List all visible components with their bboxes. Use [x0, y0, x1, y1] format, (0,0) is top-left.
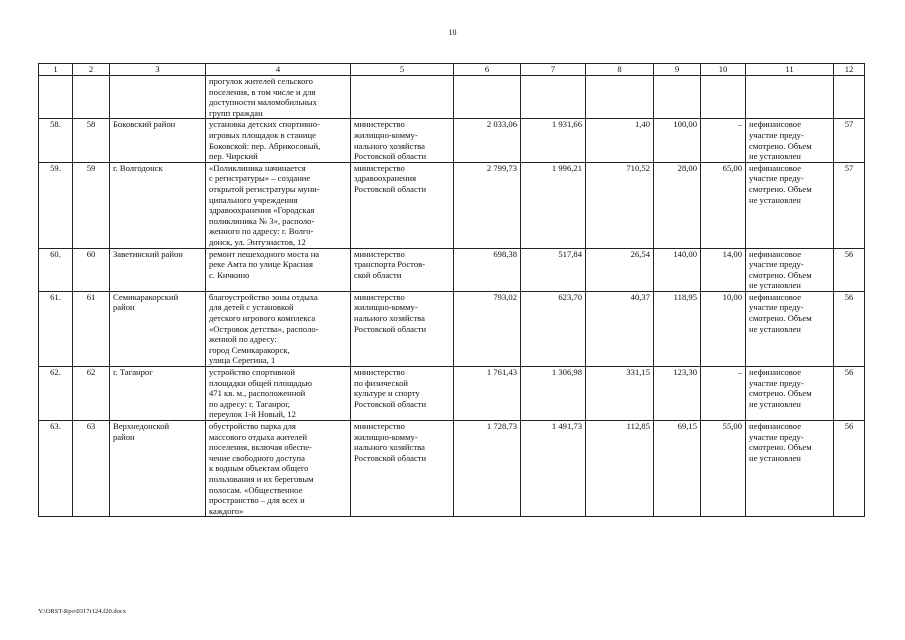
table-cell-c6 [454, 291, 521, 366]
cell-text: 57 [844, 162, 854, 173]
table-cell-c7 [521, 367, 586, 421]
cell-text: 60 [86, 248, 96, 259]
table-cell-c2 [73, 76, 110, 119]
cell-text: 2 033,06 [486, 119, 517, 130]
table-row [39, 76, 865, 119]
cell-text: 57 [844, 119, 854, 130]
table-cell-c10 [701, 76, 746, 119]
table-row [39, 119, 865, 162]
cell-text: 58. [50, 119, 61, 130]
table-cell-c4 [206, 421, 351, 517]
col-number-9: 9 [654, 64, 701, 76]
table-cell-c5 [351, 367, 454, 421]
table-cell-c4 [206, 119, 351, 162]
table-cell-c8 [586, 162, 654, 248]
table-cell-c9 [654, 162, 701, 248]
col-number-4: 4 [206, 64, 351, 76]
table-cell-c9 [654, 291, 701, 366]
table-cell-c3 [110, 367, 206, 421]
table-cell-c3 [110, 421, 206, 517]
cell-text: 61 [86, 291, 96, 302]
cell-text: 63. [50, 421, 61, 431]
cell-text: 56 [844, 421, 854, 431]
table-cell-c10 [701, 119, 746, 162]
cell-text: 623,70 [558, 291, 582, 302]
table-row [39, 248, 865, 291]
table-cell-c3 [110, 119, 206, 162]
column-number-row [39, 64, 865, 76]
table-cell-c6 [454, 248, 521, 291]
col-number-7: 7 [521, 64, 586, 76]
table-cell-c1 [39, 421, 73, 517]
cell-text: устройство спортивной площадки общей площадью 471 кв. м., расположенной по адресу: г. Таганрог, переулок 1-й Новый, 12 [209, 367, 313, 420]
cell-text: 710,52 [626, 162, 650, 173]
table-cell-c8 [586, 119, 654, 162]
col-number-11: 11 [746, 64, 834, 76]
cell-text: 69,15 [677, 421, 697, 431]
table-cell-c3 [110, 162, 206, 248]
cell-text: 56 [844, 248, 854, 259]
cell-text: нефинансовое участие преду- смотрено. Объем не установлен [749, 291, 812, 334]
col-number-3: 3 [110, 64, 206, 76]
cell-text: 2 799,73 [486, 162, 517, 173]
cell-text: 63 [86, 421, 96, 431]
table-cell-c7 [521, 291, 586, 366]
projects-table [38, 63, 865, 517]
table-cell-c1 [39, 248, 73, 291]
table-cell-c4 [206, 76, 351, 119]
table-cell-c12 [834, 162, 865, 248]
table-cell-c11 [746, 76, 834, 119]
table-cell-c8 [586, 76, 654, 119]
table-cell-c5 [351, 119, 454, 162]
cell-text: 1 491,73 [551, 421, 582, 431]
cell-text: Верхнедонской район [113, 421, 170, 442]
cell-text: 59 [86, 162, 96, 173]
table-cell-c6 [454, 119, 521, 162]
table-cell-c9 [654, 421, 701, 517]
table-cell-c10 [701, 367, 746, 421]
table-cell-c9 [654, 119, 701, 162]
table-cell-c9 [654, 248, 701, 291]
cell-text: г. Волгодонск [113, 162, 163, 173]
cell-text: 62. [50, 367, 61, 378]
cell-text: 62 [86, 367, 96, 378]
cell-text: 61. [50, 291, 61, 302]
table-cell-c5 [351, 248, 454, 291]
table-cell-c1 [39, 367, 73, 421]
table-cell-c11 [746, 119, 834, 162]
cell-text: 58 [86, 119, 96, 130]
table-cell-c6 [454, 76, 521, 119]
cell-text: благоустройство зоны отдыха для детей с установкой детского игрового комплекса «Островок детства», располо- женной по адресу: город Семикаракорск, улица Серегина, 1 [209, 291, 319, 366]
table-cell-c12 [834, 367, 865, 421]
table-cell-c6 [454, 367, 521, 421]
table-cell-c4 [206, 291, 351, 366]
cell-text: 56 [844, 291, 854, 302]
cell-text: обустройство парка для массового отдыха жителей поселения, включая обеспе- чение свободного доступа к водным объектам общего пользования и их береговым полосам. «Общественное пространство – для всех и каждого» [209, 421, 314, 516]
col-number-2: 2 [73, 64, 110, 76]
cell-text: – [737, 367, 742, 378]
table-cell-c2 [73, 248, 110, 291]
cell-text: 10,00 [722, 291, 742, 302]
table-cell-c9 [654, 76, 701, 119]
table-cell-c12 [834, 248, 865, 291]
cell-text: министерство жилищно-комму- нального хозяйства Ростовской области [354, 119, 427, 162]
table-cell-c11 [746, 248, 834, 291]
cell-text: министерство здравоохранения Ростовской области [354, 162, 427, 194]
table-cell-c4 [206, 248, 351, 291]
table-cell-c10 [701, 162, 746, 248]
table-cell-c9 [654, 367, 701, 421]
cell-text: «Поликлиника начинается с регистратуры» – создание открытой регистратуры муни- ципального учреждения здравоохранения «Городская поликлиника № 3», располо- женного по адресу: г. Волго- донск, ул. Энтузиастов, 12 [209, 162, 320, 247]
table-cell-c3 [110, 76, 206, 119]
cell-text: 698,38 [493, 248, 517, 259]
col-number-5: 5 [351, 64, 454, 76]
table-cell-c2 [73, 291, 110, 366]
cell-text: министерство жилищно-комму- нального хозяйства Ростовской области [354, 421, 427, 463]
table-cell-c7 [521, 76, 586, 119]
table-cell-c11 [746, 162, 834, 248]
cell-text: 60. [50, 248, 61, 259]
cell-text: – [737, 119, 742, 130]
table-cell-c5 [351, 421, 454, 517]
cell-text: 1 761,43 [486, 367, 517, 378]
table-cell-c11 [746, 421, 834, 517]
table-cell-c8 [586, 421, 654, 517]
col-number-6: 6 [454, 64, 521, 76]
table-cell-c8 [586, 248, 654, 291]
cell-text: 28,00 [677, 162, 697, 173]
cell-text: 100,00 [673, 119, 697, 130]
table-cell-c2 [73, 421, 110, 517]
table-cell-c4 [206, 162, 351, 248]
cell-text: 517,84 [558, 248, 582, 259]
cell-text: министерство транспорта Ростов- ской области [354, 248, 426, 280]
cell-text: ремонт пешеходного моста на реке Амта по улице Красная с. Кичкино [209, 248, 320, 280]
table-cell-c12 [834, 119, 865, 162]
table-cell-c11 [746, 367, 834, 421]
cell-text: 1 931,66 [551, 119, 582, 130]
table-cell-c7 [521, 119, 586, 162]
page-number: 10 [448, 28, 457, 37]
cell-text: 1,40 [634, 119, 650, 130]
table-cell-c6 [454, 162, 521, 248]
col-number-1: 1 [39, 64, 73, 76]
table-cell-c12 [834, 291, 865, 366]
table-cell-c10 [701, 291, 746, 366]
cell-text: нефинансовое участие преду- смотрено. Объем не установлен [749, 367, 812, 409]
table-cell-c7 [521, 162, 586, 248]
table-cell-c5 [351, 76, 454, 119]
table-cell-c4 [206, 367, 351, 421]
table-cell-c2 [73, 367, 110, 421]
table-cell-c7 [521, 421, 586, 517]
cell-text: 112,85 [626, 421, 650, 431]
table-cell-c1 [39, 162, 73, 248]
cell-text: министерство жилищно-комму- нального хозяйства Ростовской области [354, 291, 427, 334]
col-number-10: 10 [701, 64, 746, 76]
table-cell-c10 [701, 248, 746, 291]
cell-text: 140,00 [673, 248, 697, 259]
table-cell-c3 [110, 291, 206, 366]
table-body [39, 76, 865, 517]
table-cell-c2 [73, 119, 110, 162]
cell-text: 65,00 [722, 162, 742, 173]
table-cell-c12 [834, 76, 865, 119]
cell-text: нефинансовое участие преду- смотрено. Объем не установлен [749, 421, 812, 463]
table-cell-c8 [586, 291, 654, 366]
table-row [39, 421, 865, 517]
table-cell-c12 [834, 421, 865, 517]
col-number-8: 8 [586, 64, 654, 76]
table-row [39, 291, 865, 366]
table-row [39, 162, 865, 248]
cell-text: 118,95 [673, 291, 697, 302]
cell-text: 123,30 [673, 367, 697, 378]
table-cell-c6 [454, 421, 521, 517]
cell-text: нефинансовое участие преду- смотрено. Объем не установлен [749, 248, 812, 291]
cell-text: 793,02 [493, 291, 517, 302]
table-cell-c3 [110, 248, 206, 291]
cell-text: 40,37 [630, 291, 650, 302]
cell-text: нефинансовое участие преду- смотрено. Объем не установлен [749, 162, 812, 205]
table-cell-c5 [351, 162, 454, 248]
file-path-footer: Y:\ORST-Rpo\0317r124.f20.docx [38, 608, 126, 615]
cell-text: 1 306,98 [551, 367, 582, 378]
table-cell-c5 [351, 291, 454, 366]
cell-text: Семикаракорский район [113, 291, 179, 313]
cell-text: министерство по физической культуре и спорту Ростовской области [354, 367, 427, 409]
table-row [39, 367, 865, 421]
cell-text: нефинансовое участие преду- смотрено. Объем не установлен [749, 119, 812, 162]
cell-text: 14,00 [722, 248, 742, 259]
table-cell-c1 [39, 119, 73, 162]
table-cell-c10 [701, 421, 746, 517]
cell-text: г. Таганрог [113, 367, 153, 378]
cell-text: установка детских спортивно- игровых площадок в станице Боковской: пер. Абрикосовый, пер. Чирский [209, 119, 321, 162]
cell-text: 56 [844, 367, 854, 378]
cell-text: Заветинский район [113, 248, 183, 259]
cell-text: прогулок жителей сельского поселения, в том числе и для доступности маломобильных групп граждан [209, 76, 317, 118]
cell-text: 55,00 [722, 421, 742, 431]
cell-text: 1 996,21 [551, 162, 582, 173]
cell-text: 331,15 [626, 367, 650, 378]
table-cell-c7 [521, 248, 586, 291]
table-cell-c11 [746, 291, 834, 366]
cell-text: Боковский район [113, 119, 176, 130]
cell-text: 59. [50, 162, 61, 173]
table-cell-c1 [39, 76, 73, 119]
table-cell-c2 [73, 162, 110, 248]
cell-text: 26,54 [630, 248, 650, 259]
cell-text: 1 728,73 [486, 421, 517, 431]
col-number-12: 12 [834, 64, 865, 76]
table-cell-c8 [586, 367, 654, 421]
table-cell-c1 [39, 291, 73, 366]
